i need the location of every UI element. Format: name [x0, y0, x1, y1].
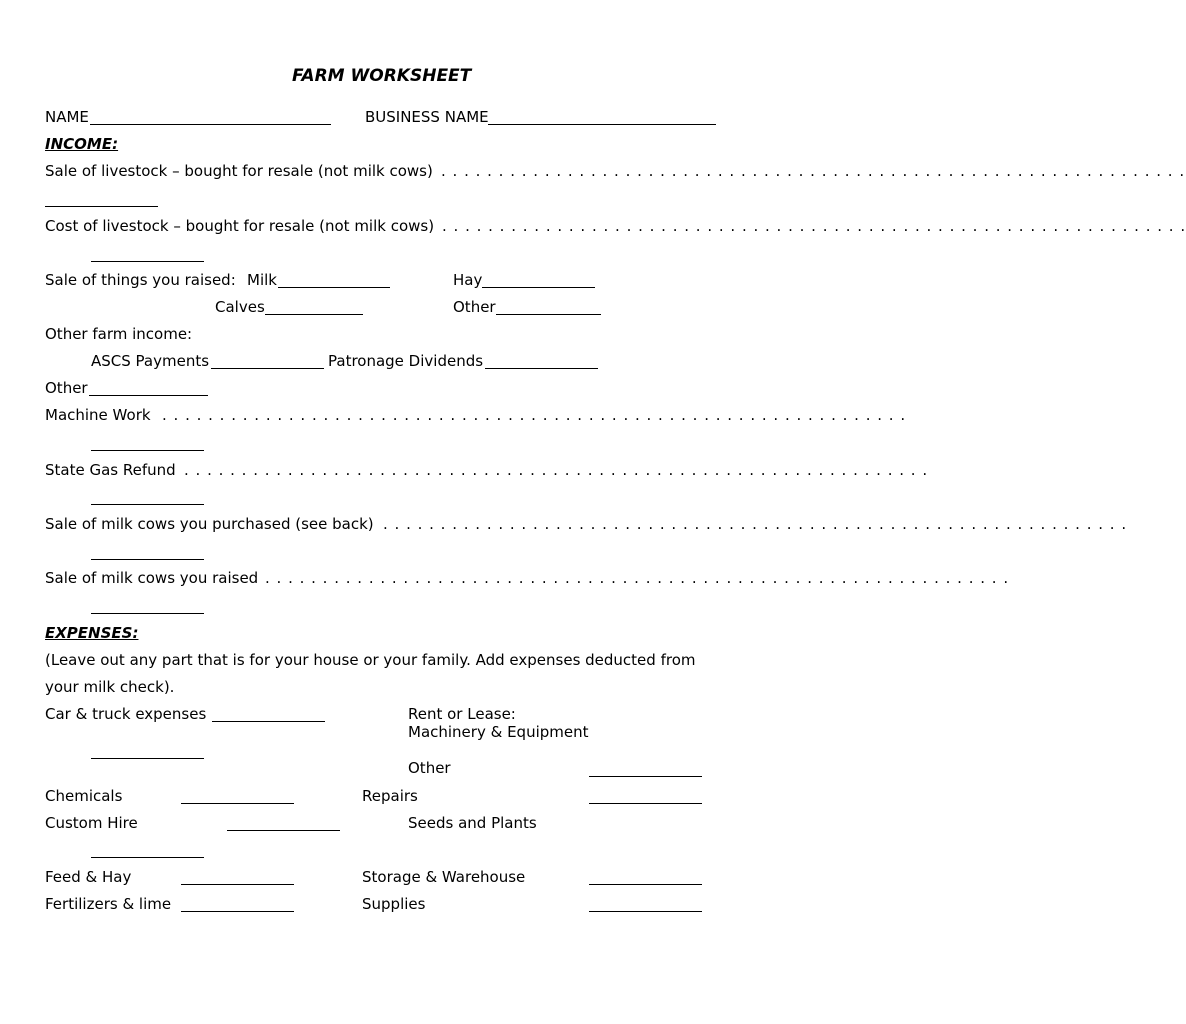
- ascs-payments-label: ASCS Payments: [91, 352, 210, 370]
- name-field[interactable]: [90, 124, 331, 125]
- storage-warehouse-field[interactable]: [589, 884, 702, 885]
- chemicals-label: Chemicals: [45, 787, 123, 805]
- sale-livestock-resale-label: Sale of livestock – bought for resale (not milk cows): [45, 162, 433, 180]
- rent-lease-other-label: Other: [408, 759, 451, 777]
- seeds-plants-field[interactable]: [91, 857, 204, 858]
- sale-things-raised-label: Sale of things you raised:: [45, 271, 236, 289]
- rent-lease-label: Rent or Lease:: [408, 705, 516, 723]
- sale-milk-cows-purchased-label: Sale of milk cows you purchased (see back): [45, 515, 374, 533]
- name-label: NAME: [45, 108, 89, 126]
- repairs-field[interactable]: [589, 803, 702, 804]
- fertilizers-lime-field[interactable]: [181, 911, 294, 912]
- sale-milk-cows-raised-field[interactable]: [91, 613, 204, 614]
- other-farm-income-label: Other farm income:: [45, 325, 193, 343]
- machine-work-field[interactable]: [91, 450, 204, 451]
- calves-label: Calves: [215, 298, 265, 316]
- business-name-field[interactable]: [488, 124, 716, 125]
- patronage-dividends-field[interactable]: [485, 368, 598, 369]
- sale-milk-cows-raised-label: Sale of milk cows you raised: [45, 569, 259, 587]
- car-truck-label: Car & truck expenses: [45, 705, 207, 723]
- supplies-field[interactable]: [589, 911, 702, 912]
- cost-livestock-resale-label: Cost of livestock – bought for resale (not milk cows): [45, 217, 435, 235]
- sale-milk-cows-purchased-field[interactable]: [91, 559, 204, 560]
- leader-dots: . . . . . . . . . . . . . . . . . . . . . . . . . . . . . . . . . . . . . . . . . . . . . . . . . . . . . . . . . . . . . . . . .: [442, 217, 1186, 235]
- expenses-note-line2: your milk check).: [45, 678, 175, 696]
- feed-hay-label: Feed & Hay: [45, 868, 132, 886]
- income-heading: INCOME:: [45, 135, 119, 153]
- hay-label: Hay: [453, 271, 483, 289]
- leader-dots: . . . . . . . . . . . . . . . . . . . . . . . . . . . . . . . . . . . . . . . . . . . . . . . . . . . . . . . . . . . . . . . . .: [265, 569, 1010, 587]
- business-name-label: BUSINESS NAME: [365, 108, 489, 126]
- feed-hay-field[interactable]: [181, 884, 294, 885]
- fertilizers-lime-label: Fertilizers & lime: [45, 895, 172, 913]
- sale-livestock-resale-field[interactable]: [45, 206, 158, 207]
- chemicals-field[interactable]: [181, 803, 294, 804]
- expenses-note-line1: (Leave out any part that is for your house or your family. Add expenses deducted from: [45, 651, 696, 669]
- other-farm-income-other-field[interactable]: [89, 395, 208, 396]
- machine-work-label: Machine Work: [45, 406, 151, 424]
- calves-field[interactable]: [265, 314, 363, 315]
- state-gas-refund-label: State Gas Refund: [45, 461, 176, 479]
- other-farm-income-other-label: Other: [45, 379, 88, 397]
- hay-field[interactable]: [482, 287, 595, 288]
- patronage-dividends-label: Patronage Dividends: [328, 352, 484, 370]
- page-title: FARM WORKSHEET: [292, 66, 472, 86]
- rent-lease-other-field[interactable]: [589, 776, 702, 777]
- machinery-equipment-field[interactable]: [91, 758, 204, 759]
- expenses-heading: EXPENSES:: [45, 624, 139, 642]
- seeds-plants-label: Seeds and Plants: [408, 814, 537, 832]
- supplies-label: Supplies: [362, 895, 426, 913]
- storage-warehouse-label: Storage & Warehouse: [362, 868, 526, 886]
- ascs-payments-field[interactable]: [211, 368, 324, 369]
- state-gas-refund-field[interactable]: [91, 504, 204, 505]
- cost-livestock-resale-field[interactable]: [91, 261, 204, 262]
- car-truck-field[interactable]: [212, 721, 325, 722]
- leader-dots: . . . . . . . . . . . . . . . . . . . . . . . . . . . . . . . . . . . . . . . . . . . . . . . . . . . . . . . . . . . . . . . . .: [441, 162, 1186, 180]
- machinery-equipment-label: Machinery & Equipment: [408, 723, 589, 741]
- leader-dots: . . . . . . . . . . . . . . . . . . . . . . . . . . . . . . . . . . . . . . . . . . . . . . . . . . . . . . . . . . . . . . . . .: [162, 406, 907, 424]
- leader-dots: . . . . . . . . . . . . . . . . . . . . . . . . . . . . . . . . . . . . . . . . . . . . . . . . . . . . . . . . . . . . . . . . .: [383, 515, 1128, 533]
- milk-field[interactable]: [278, 287, 390, 288]
- repairs-label: Repairs: [362, 787, 418, 805]
- other-raised-field[interactable]: [496, 314, 601, 315]
- custom-hire-field[interactable]: [227, 830, 340, 831]
- other-raised-label: Other: [453, 298, 496, 316]
- leader-dots: . . . . . . . . . . . . . . . . . . . . . . . . . . . . . . . . . . . . . . . . . . . . . . . . . . . . . . . . . . . . . . . . .: [184, 461, 929, 479]
- custom-hire-label: Custom Hire: [45, 814, 138, 832]
- milk-label: Milk: [247, 271, 277, 289]
